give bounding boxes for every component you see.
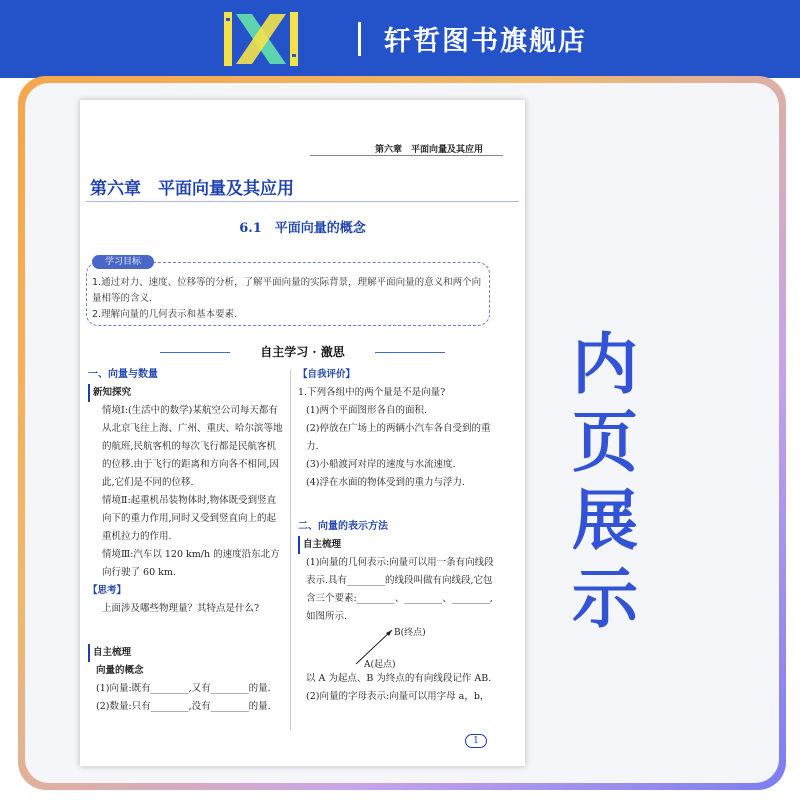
- chapter-rule: [86, 201, 519, 202]
- running-head-rule: [310, 155, 503, 156]
- goal-line: 2.理解向量的几何表示和基本要素.: [92, 309, 238, 320]
- running-head: 第六章 平面向量及其应用: [374, 145, 483, 155]
- goal-line: 1.通过对力、速度、位移等的分析，了解平面向量的实际背景，理解平面向量的意义和两个向量相等的含义.: [92, 277, 482, 304]
- learning-goals-tag: 学习目标: [92, 255, 154, 269]
- store-name: 轩哲图书旗舰店: [384, 26, 587, 57]
- ab-notation: 以 A 为起点、B 为终点的有向线段记作 AB.: [306, 673, 492, 684]
- showcase-line-2: 展 示: [572, 482, 640, 637]
- self-sort-label: 自主梳理: [88, 644, 284, 662]
- letter-representation: (2)向量的字母表示:向量可以用字母 a，b，: [306, 691, 490, 702]
- store-header: [0, 0, 800, 78]
- column-divider: [290, 370, 291, 730]
- question-1-item: (2)停放在广场上的两辆小汽车各自受到的重力.: [306, 423, 491, 452]
- scenario-1: 情境Ⅰ:(生活中的数学)某航空公司每天都有从北京飞往上海、广州、重庆、哈尔滨等地的航班,民航客机的每次飞行都是民航客机的位移.由于飞行的距离和方向各不相同,因此,它们是不同的位移.: [102, 405, 283, 488]
- question-1-item: (1)两个平面图形各自的面积.: [306, 405, 427, 416]
- concept-scalar: (2)数量:只有________,没有________的量.: [96, 701, 271, 712]
- think-question: 上面涉及哪些物理量？其特点是什么?: [102, 603, 260, 614]
- heading-representation: 二、向量的表示方法: [298, 521, 388, 532]
- scenario-2: 情境Ⅱ:起重机吊装物体时,物体既受到竖直向下的重力作用,同时又受到竖直向上的起重机拉力的作用.: [102, 495, 277, 542]
- textbook-page: [80, 100, 525, 766]
- banner-text: 自主学习 · 激思: [260, 345, 345, 359]
- think-label: 【思考】: [88, 585, 127, 596]
- self-eval-label: 【自我评价】: [298, 369, 356, 380]
- chapter-title: 第六章 平面向量及其应用: [90, 179, 294, 199]
- scenario-3: 情境Ⅲ:汽车以 120 km/h 的速度沿东北方向行驶了 60 km.: [102, 549, 280, 578]
- concept-vector: (1)向量:既有________,又有________的量.: [96, 683, 271, 694]
- new-knowledge-label: 新知探究: [88, 384, 284, 402]
- header-divider: [358, 22, 361, 56]
- left-column: [88, 366, 284, 716]
- question-1-item: (3)小船渡河对岸的速度与水流速度.: [306, 459, 456, 470]
- page-number: 1: [465, 734, 487, 748]
- section-title: 6.1 平面向量的概念: [239, 221, 366, 236]
- concept-title: 向量的概念: [96, 665, 144, 676]
- directed-segment-diagram: [298, 626, 498, 670]
- question-1: 1.下列各组中的两个量是不是向量?: [298, 387, 446, 398]
- point-b-label: B(终点): [394, 628, 426, 638]
- right-column: [298, 366, 498, 706]
- inner-page-showcase-title: [572, 326, 732, 638]
- xz-logo-icon: [222, 8, 300, 70]
- question-1-item: (4)浮在水面的物体受到的重力与浮力.: [306, 477, 465, 488]
- showcase-line-1: 内 页: [572, 326, 640, 481]
- section-banner: [160, 343, 445, 361]
- heading-vector-and-scalar: 一、向量与数量: [88, 369, 158, 380]
- self-sort-label-2: 自主梳理: [298, 536, 498, 554]
- learning-goals-text: [92, 275, 484, 323]
- point-a-label: A(起点): [364, 660, 396, 670]
- geometric-representation: (1)向量的几何表示:向量可以用一条有向线段表示.具有________的线段叫做有向线段,它包含三个要素:________、________、________,如图所示.: [306, 557, 494, 622]
